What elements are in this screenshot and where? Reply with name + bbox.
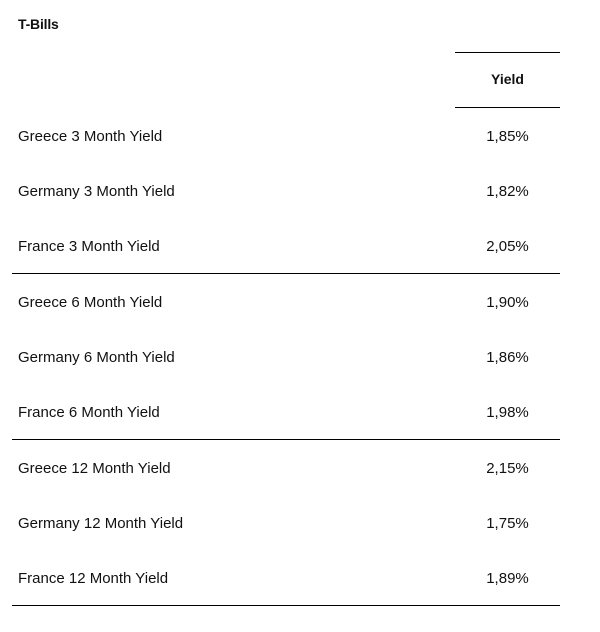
row-label: France 3 Month Yield [18, 238, 160, 255]
header-top-rule [455, 52, 560, 53]
table-row [12, 274, 560, 329]
table-row [12, 218, 560, 273]
table-row [12, 163, 560, 218]
yield-table-body [12, 108, 560, 606]
table-group-12-month [12, 440, 560, 606]
row-label: France 6 Month Yield [18, 404, 160, 421]
row-label: Greece 6 Month Yield [18, 294, 163, 311]
row-label: Greece 12 Month Yield [18, 460, 171, 477]
row-label: France 12 Month Yield [18, 570, 169, 587]
table-row [12, 108, 560, 163]
table-title: T-Bills [18, 16, 59, 32]
row-value: 1,98% [486, 404, 529, 421]
row-value: 2,15% [486, 460, 529, 477]
row-value: 1,90% [486, 294, 529, 311]
table-row [12, 329, 560, 384]
row-label: Germany 12 Month Yield [18, 515, 184, 532]
table-group-3-month [12, 108, 560, 274]
table-row [12, 384, 560, 439]
row-value: 1,86% [486, 349, 529, 366]
row-value: 1,75% [486, 515, 529, 532]
row-value: 1,89% [486, 570, 529, 587]
row-label: Germany 6 Month Yield [18, 349, 175, 366]
row-label: Germany 3 Month Yield [18, 183, 175, 200]
row-value: 1,82% [486, 183, 529, 200]
column-header-yield: Yield [491, 71, 524, 87]
table-row [12, 495, 560, 550]
table-row [12, 550, 560, 605]
table-row [12, 440, 560, 495]
row-value: 2,05% [486, 238, 529, 255]
row-value: 1,85% [486, 128, 529, 145]
table-group-6-month [12, 274, 560, 440]
row-label: Greece 3 Month Yield [18, 128, 163, 145]
